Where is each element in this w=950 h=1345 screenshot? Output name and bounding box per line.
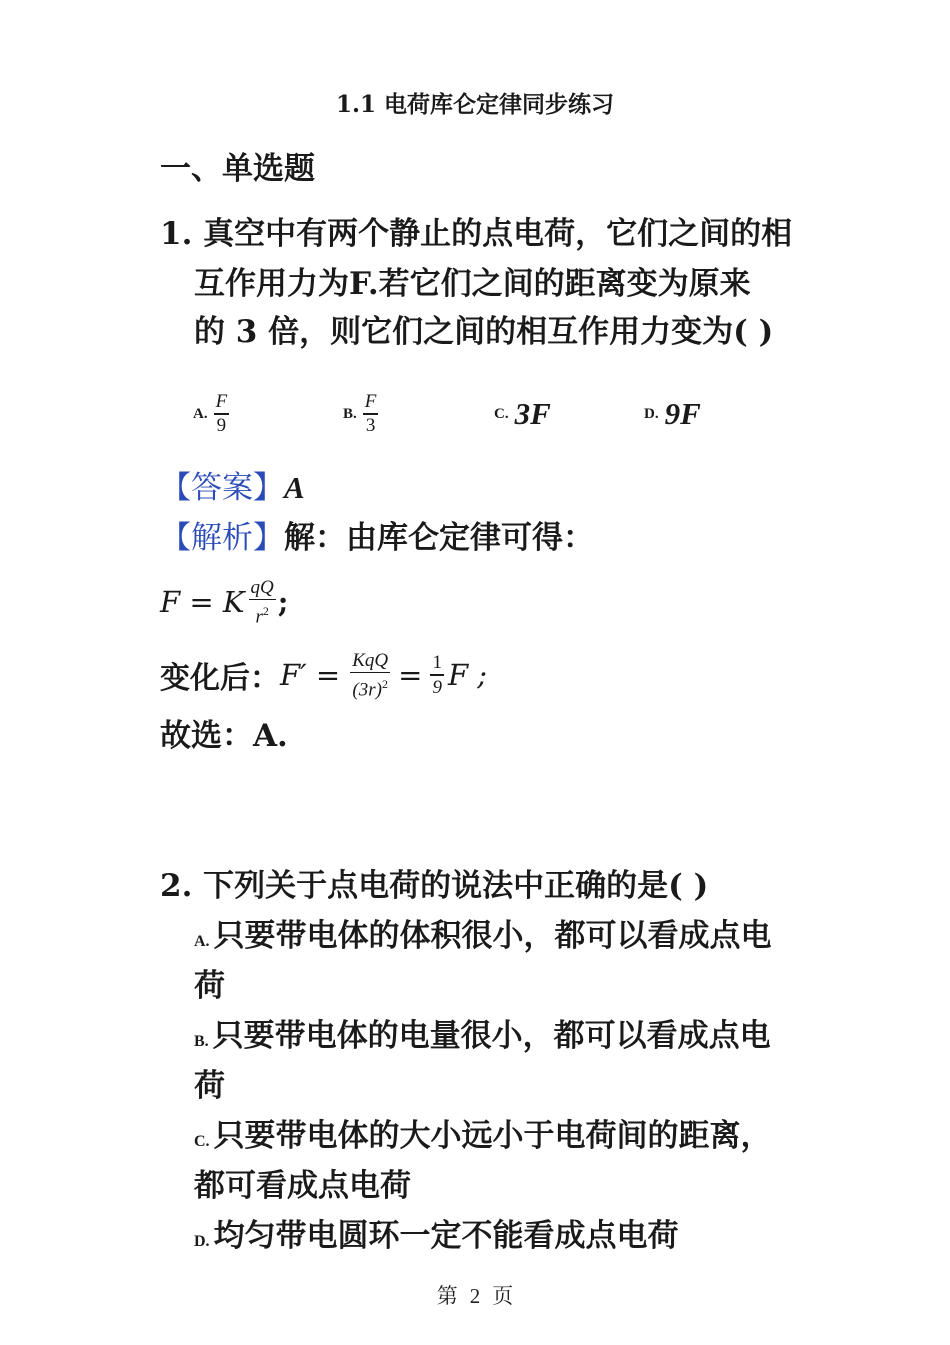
fraction-numerator: 1 bbox=[432, 652, 442, 674]
option-b-line1: 只要带电体的电量很小，都可以看成点电 bbox=[212, 1018, 771, 1054]
q2-stem: 下列关于点电荷的说法中正确的是( ) bbox=[203, 868, 709, 904]
footer-prefix: 第 bbox=[436, 1284, 458, 1308]
option-d-value: 9F bbox=[664, 396, 701, 431]
formula2-prefix: 变化后： bbox=[160, 661, 280, 696]
option-letter: C. bbox=[194, 1133, 210, 1150]
page-number: 2 bbox=[469, 1284, 481, 1308]
option-letter: A. bbox=[193, 405, 208, 422]
formula-lhs: F = K bbox=[160, 585, 245, 619]
option-letter: A. bbox=[194, 933, 210, 950]
q1-option-b bbox=[343, 384, 378, 444]
fraction-f-over-9 bbox=[214, 392, 230, 436]
q1-stem-line2: 互作用力为F.若它们之间的距离变为原来 bbox=[194, 266, 751, 302]
answer-value: A bbox=[284, 470, 305, 505]
option-letter: C. bbox=[494, 405, 509, 422]
option-a-line1: 只要带电体的体积很小，都可以看成点电 bbox=[213, 918, 772, 954]
fraction-bar bbox=[430, 674, 444, 676]
option-letter: B. bbox=[194, 1033, 209, 1050]
fraction-denominator bbox=[352, 674, 388, 700]
formula2-tail: F ; bbox=[447, 658, 488, 692]
answer-label: 【答案】 bbox=[160, 470, 284, 506]
formula-tail: ; bbox=[277, 585, 289, 619]
option-d-line1: 均匀带电圆环一定不能看成点电荷 bbox=[213, 1218, 679, 1254]
fraction-denominator: 3 bbox=[365, 414, 376, 436]
option-c-line2: 都可看成点电荷 bbox=[194, 1168, 411, 1204]
denominator-base: (3r) bbox=[352, 679, 382, 701]
document-title: 1.1 电荷库仑定律同步练习 bbox=[335, 91, 615, 118]
q1-analysis bbox=[160, 518, 594, 558]
analysis-label: 【解析】 bbox=[160, 520, 284, 556]
q2-line1 bbox=[160, 866, 708, 906]
option-letter: D. bbox=[194, 1233, 210, 1250]
fraction-denominator bbox=[255, 601, 268, 627]
section-heading: 一、单选题 bbox=[160, 151, 315, 187]
formula2-fraction bbox=[350, 650, 390, 701]
fraction-bar bbox=[249, 599, 276, 601]
denominator-exponent: 2 bbox=[262, 604, 269, 619]
q2-option-c bbox=[194, 1116, 772, 1162]
option-c-line1: 只要带电体的大小远小于电荷间的距离， bbox=[213, 1118, 772, 1154]
fraction-numerator: F bbox=[215, 391, 228, 413]
fraction-denominator: 9 bbox=[216, 414, 227, 436]
fraction-denominator: 9 bbox=[432, 676, 442, 698]
q2-option-a bbox=[194, 916, 772, 962]
q1-stem-line3: 的 3 倍，则它们之间的相互作用力变为( ) bbox=[194, 314, 774, 350]
page-footer bbox=[0, 1280, 950, 1310]
formula-after-change bbox=[160, 645, 487, 705]
formula2-equals: = bbox=[398, 658, 423, 692]
footer-suffix: 页 bbox=[492, 1284, 514, 1308]
option-a-line2: 荷 bbox=[194, 968, 225, 1004]
fraction-numerator: KqQ bbox=[352, 649, 389, 671]
denominator-exponent: 2 bbox=[381, 677, 388, 692]
formula2-lhs: F′ = bbox=[280, 658, 341, 692]
q1-answer bbox=[160, 468, 305, 508]
q1-number: 1. bbox=[160, 216, 193, 252]
q1-line1 bbox=[160, 214, 792, 254]
q2-number: 2. bbox=[160, 868, 193, 904]
q1-option-c bbox=[494, 384, 551, 444]
formula2-one-ninth bbox=[430, 652, 444, 698]
q1-conclusion: 故选：A. bbox=[160, 718, 288, 754]
analysis-text: 解：由库仑定律可得： bbox=[284, 520, 594, 556]
q1-option-a bbox=[193, 384, 229, 444]
fraction-numerator: qQ bbox=[250, 576, 274, 598]
option-letter: D. bbox=[644, 405, 659, 422]
formula-coulomb bbox=[160, 572, 288, 632]
q2-option-d bbox=[194, 1216, 679, 1262]
denominator-base: r bbox=[255, 606, 263, 628]
fraction-bar bbox=[350, 672, 390, 674]
q1-stem-line1: 真空中有两个静止的点电荷，它们之间的相 bbox=[203, 216, 793, 252]
fraction-numerator: F bbox=[364, 391, 377, 413]
option-b-line2: 荷 bbox=[194, 1068, 225, 1104]
option-letter: B. bbox=[343, 405, 357, 422]
q1-option-d bbox=[644, 384, 701, 444]
q2-option-b bbox=[194, 1016, 771, 1062]
formula-fraction bbox=[249, 577, 276, 628]
fraction-f-over-3 bbox=[363, 392, 379, 436]
option-c-value: 3F bbox=[514, 396, 551, 431]
